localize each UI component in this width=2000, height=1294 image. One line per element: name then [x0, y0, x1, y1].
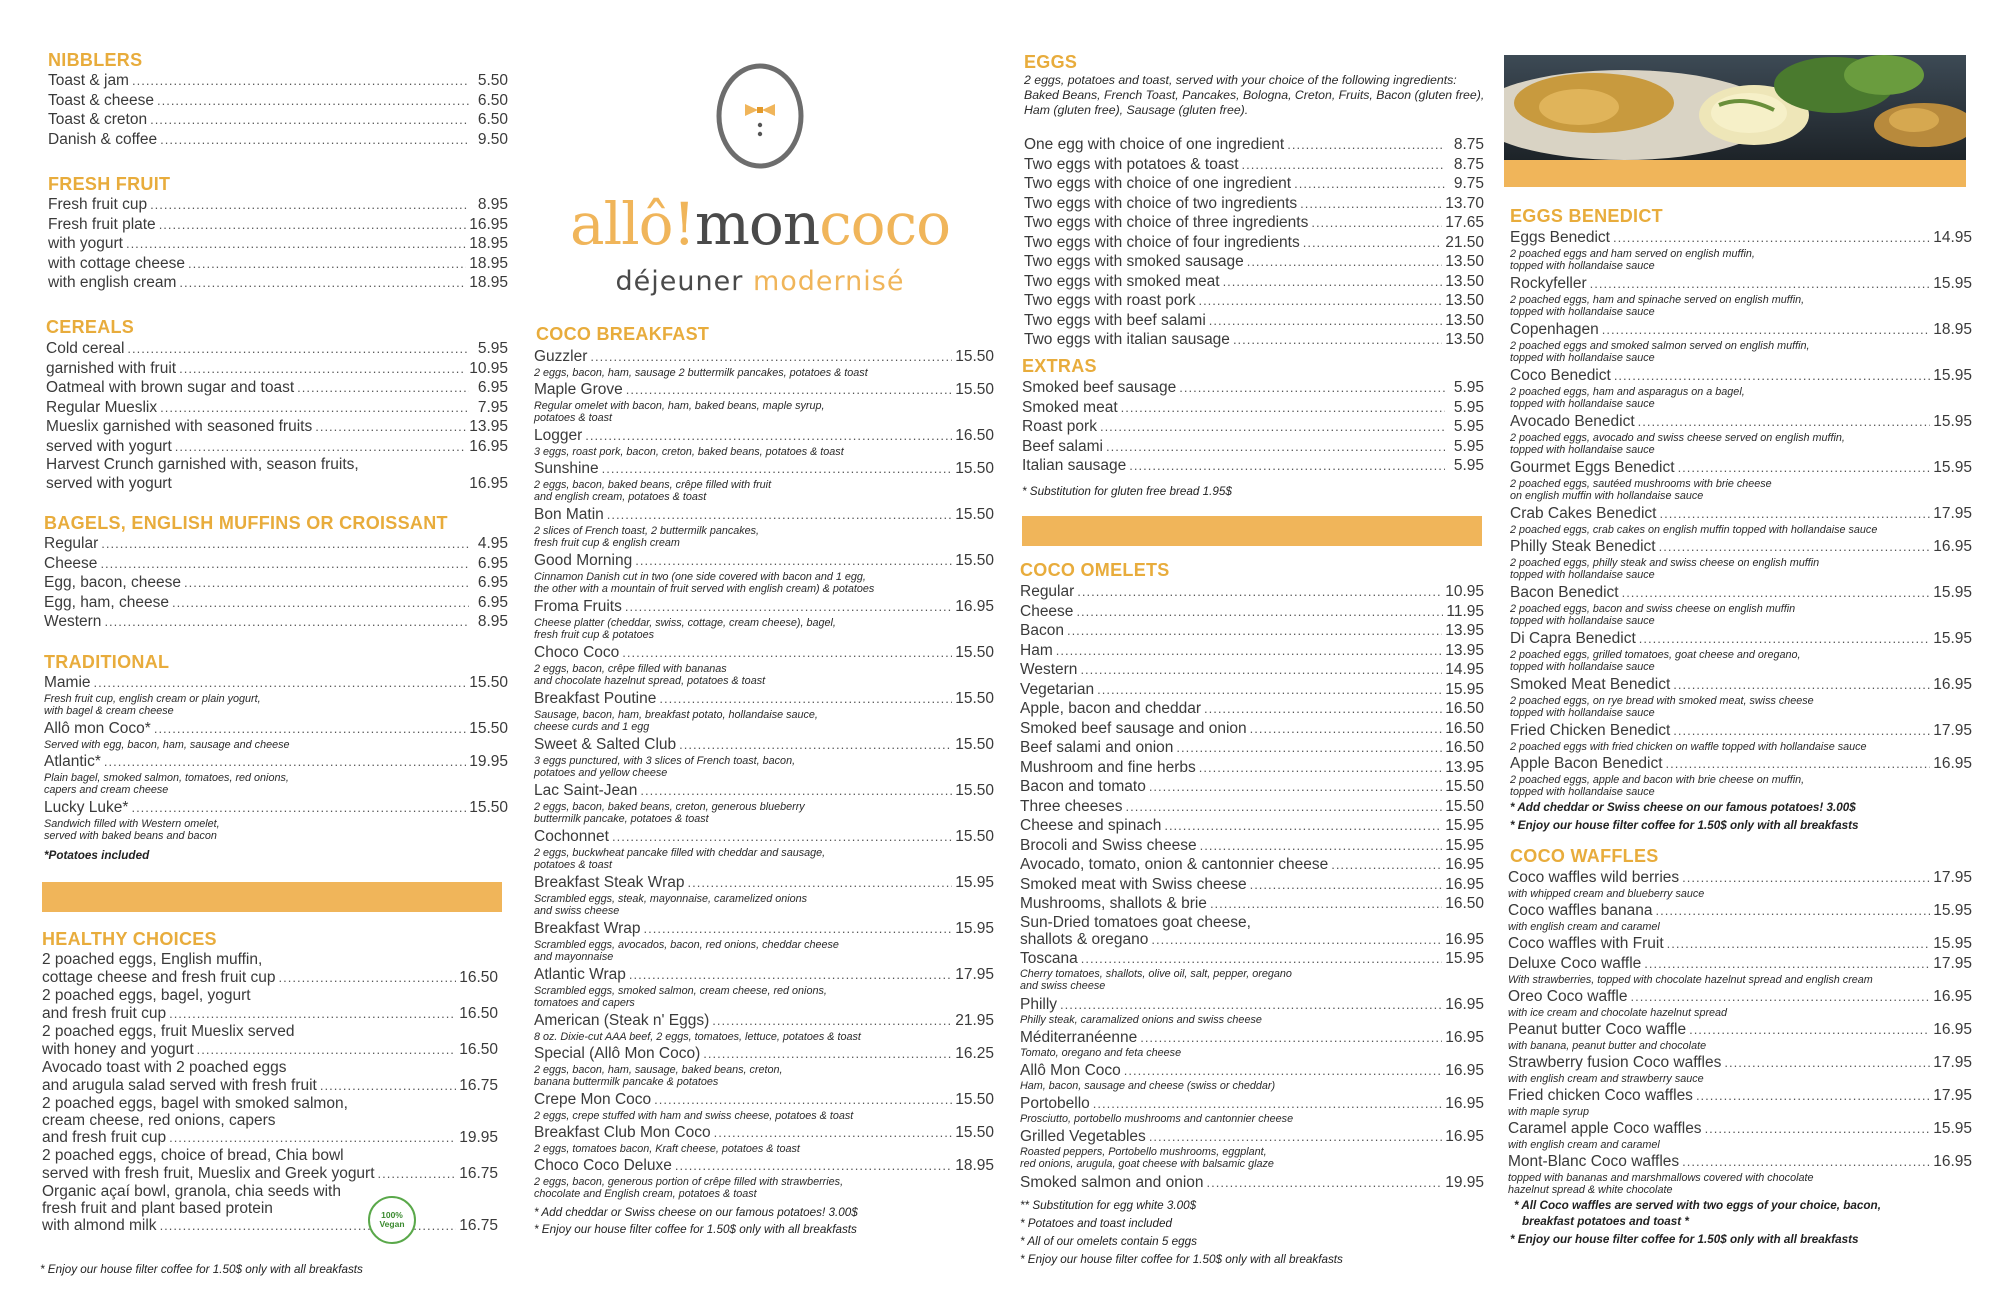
- list-item: Breakfast Steak Wrap ..... 15.95 Scrambled eggs, steak, mayonnaise, caramelized onions and swiss cheese: [534, 873, 994, 919]
- list-item: Egg, ham, cheese ..... 6.95: [44, 593, 508, 613]
- nibblers-list: [48, 71, 508, 149]
- list-item: Guzzler ..... 15.50 2 eggs, bacon, ham, sausage 2 buttermilk pancakes, potatoes & toast: [534, 347, 994, 380]
- list-item: Cheese ..... 11.95: [1020, 602, 1484, 622]
- divider-bar: [1022, 516, 1482, 546]
- list-item: Special (Allô Mon Coco) ..... 16.25 2 eggs, bacon, ham, sausage, baked beans, creton, banana buttermilk pancake & potatoes: [534, 1044, 994, 1090]
- list-item: Fried chicken Coco waffles ..... 17.95 with maple syrup: [1508, 1086, 1972, 1119]
- benedict-list: [1510, 228, 1972, 800]
- list-item: Two eggs with choice of one ingredient ..... 9.75: [1024, 174, 1484, 194]
- column-4: [1500, 0, 2000, 1294]
- list-item: Coco waffles wild berries ..... 17.95 with whipped cream and blueberry sauce: [1508, 868, 1972, 901]
- list-item: Fresh fruit plate ..... 16.95: [48, 215, 508, 235]
- list-item: Egg, bacon, cheese ..... 6.95: [44, 573, 508, 593]
- coffee-note: * Enjoy our house filter coffee for 1.50$ only with all breakfasts: [1510, 819, 1859, 832]
- list-item: with cottage cheese ..... 18.95: [48, 254, 508, 274]
- list-item: Three cheeses ..... 15.50: [1020, 797, 1484, 817]
- list-item: Coco waffles banana ..... 15.95 with english cream and caramel: [1508, 901, 1972, 934]
- list-item: 2 poached eggs, bagel, yogurt and fresh fruit cup ..... 16.50: [42, 987, 498, 1023]
- waffles-list: [1508, 868, 1972, 1198]
- list-item: Rockyfeller ..... 15.95 2 poached eggs, ham and spinache served on english muffin, topped with hollandaise sauce: [1510, 274, 1972, 320]
- list-item: Bacon Benedict ..... 15.95 2 poached eggs, bacon and swiss cheese on english muffin topped with hollandaise sauce: [1510, 583, 1972, 629]
- fresh-fruit-list: [48, 195, 508, 293]
- list-item: Mushrooms, shallots & brie ..... 16.50: [1020, 894, 1484, 914]
- list-item: Mueslix garnished with seasoned fruits ..... 13.95: [46, 417, 508, 437]
- list-item: Organic açaí bowl, granola, chia seeds with fresh fruit and plant based protein with almond milk ..... 16.75: [42, 1183, 498, 1235]
- list-item: Bacon ..... 13.95: [1020, 621, 1484, 641]
- list-item: Froma Fruits ..... 16.95 Cheese platter (cheddar, swiss, cottage, cream cheese), bagel, fresh fruit cup & potatoes: [534, 597, 994, 643]
- list-item: Allô mon Coco* ..... 15.50 Served with egg, bacon, ham, sausage and cheese: [44, 719, 508, 752]
- list-item: Eggs Benedict ..... 14.95 2 poached eggs and ham served on english muffin, topped with hollandaise sauce: [1510, 228, 1972, 274]
- list-item: Toast & creton ..... 6.50: [48, 110, 508, 130]
- coco-breakfast-title: COCO BREAKFAST: [536, 324, 710, 344]
- list-item: garnished with fruit ..... 10.95: [46, 359, 508, 379]
- list-item: Regular ..... 10.95: [1020, 582, 1484, 602]
- five-eggs-note: * All of our omelets contain 5 eggs: [1020, 1235, 1197, 1248]
- list-item: Avocado toast with 2 poached eggs and arugula salad served with fresh fruit ..... 16.75: [42, 1059, 498, 1095]
- list-item: Sunshine ..... 15.50 2 eggs, bacon, baked beans, crêpe filled with fruit and english cream, potatoes & toast: [534, 459, 994, 505]
- potatoes-note: * Potatoes and toast included: [1020, 1217, 1173, 1230]
- list-item: Cheese and spinach ..... 15.95: [1020, 816, 1484, 836]
- list-item: Mamie ..... 15.50 Fresh fruit cup, english cream or plain yogurt, with bagel & cream cheese: [44, 673, 508, 719]
- list-item: Copenhagen ..... 18.95 2 poached eggs and smoked salmon served on english muffin, topped with hollandaise sauce: [1510, 320, 1972, 366]
- list-item: Beef salami and onion ..... 16.50: [1020, 738, 1484, 758]
- list-item: Peanut butter Coco waffle ..... 16.95 with banana, peanut butter and chocolate: [1508, 1020, 1972, 1053]
- list-item: Vegetarian ..... 15.95: [1020, 680, 1484, 700]
- vegan-badge-icon: 100% Vegan: [368, 1196, 416, 1244]
- benedict-title: EGGS BENEDICT: [1510, 206, 1663, 226]
- list-item: Crab Cakes Benedict ..... 17.95 2 poached eggs, crab cakes on english muffin topped with hollandaise sauce: [1510, 504, 1972, 537]
- list-item: Avocado, tomato, onion & cantonnier cheese ..... 16.95: [1020, 855, 1484, 875]
- egg-bowtie-icon: [710, 52, 810, 172]
- egg-white-note: ** Substitution for egg white 3.00$: [1020, 1199, 1197, 1212]
- list-item: Regular ..... 4.95: [44, 534, 508, 554]
- list-item: Lucky Luke* ..... 15.50 Sandwich filled with Western omelet, served with baked beans and bacon: [44, 798, 508, 844]
- list-item: Crepe Mon Coco ..... 15.50 2 eggs, crepe stuffed with ham and swiss cheese, potatoes & toast: [534, 1090, 994, 1123]
- traditional-list: [44, 673, 508, 844]
- list-item: Caramel apple Coco waffles ..... 15.95 with english cream and caramel: [1508, 1119, 1972, 1152]
- eggs-title: EGGS: [1024, 52, 1078, 72]
- extras-list: [1022, 378, 1484, 476]
- list-item: Regular Mueslix ..... 7.95: [46, 398, 508, 418]
- list-item: Breakfast Wrap ..... 15.95 Scrambled eggs, avocados, bacon, red onions, cheddar cheese and mayonnaise: [534, 919, 994, 965]
- list-item: Deluxe Coco waffle ..... 17.95 With strawberries, topped with chocolate hazelnut spread and english cream: [1508, 954, 1972, 987]
- list-item: Toast & jam ..... 5.50: [48, 71, 508, 91]
- list-item: Strawberry fusion Coco waffles ..... 17.95 with english cream and strawberry sauce: [1508, 1053, 1972, 1086]
- list-item: Toast & cheese ..... 6.50: [48, 91, 508, 111]
- list-item: Oreo Coco waffle ..... 16.95 with ice cream and chocolate hazelnut spread: [1508, 987, 1972, 1020]
- column-2: [520, 0, 1000, 1294]
- list-item: Di Capra Benedict ..... 15.95 2 poached eggs, grilled tomatoes, goat cheese and oregano, topped with hollandaise sauce: [1510, 629, 1972, 675]
- cereals-title: CEREALS: [46, 317, 135, 337]
- list-item: Breakfast Poutine ..... 15.50 Sausage, bacon, ham, breakfast potato, hollandaise sauce, cheese curds and 1 egg: [534, 689, 994, 735]
- potatoes-note: *Potatoes included: [44, 849, 150, 862]
- list-item: Lac Saint-Jean ..... 15.50 2 eggs, bacon, baked beans, creton, generous blueberry buttermilk pancake, potatoes & toast: [534, 781, 994, 827]
- list-item: Danish & coffee ..... 9.50: [48, 130, 508, 150]
- list-item: 2 poached eggs, fruit Mueslix served with honey and yogurt ..... 16.50: [42, 1023, 498, 1059]
- list-item: Fried Chicken Benedict ..... 17.95 2 poached eggs with fried chicken on waffle topped with hollandaise sauce: [1510, 721, 1972, 754]
- list-item: Bacon and tomato ..... 15.50: [1020, 777, 1484, 797]
- coffee-note: * Enjoy our house filter coffee for 1.50$ only with all breakfasts: [40, 1263, 363, 1276]
- potatoes-cheese-note: * Add cheddar or Swiss cheese on our famous potatoes! 3.00$: [1510, 801, 1856, 814]
- coffee-note: * Enjoy our house filter coffee for 1.50$ only with all breakfasts: [1020, 1253, 1343, 1266]
- coffee-note: * Enjoy our house filter coffee for 1.50$ only with all breakfasts: [1510, 1233, 1859, 1246]
- list-item: Philly Steak Benedict ..... 16.95 2 poached eggs, philly steak and swiss cheese on english muffin topped with hollandaise sauce: [1510, 537, 1972, 583]
- list-item: Coco waffles with Fruit ..... 15.95: [1508, 934, 1972, 954]
- list-item: Good Morning ..... 15.50 Cinnamon Danish cut in two (one side covered with bacon and 1 egg, the other with a mountain of fruit served with english cream) & potatoes: [534, 551, 994, 597]
- list-item: American (Steak n' Eggs) ..... 21.95 8 oz. Dixie-cut AAA beef, 2 eggs, tomatoes, lettuce, potatoes & toast: [534, 1011, 994, 1044]
- list-item: Roast pork ..... 5.95: [1022, 417, 1484, 437]
- waffles-title: COCO WAFFLES: [1510, 846, 1659, 866]
- list-item: Philly ..... 16.95 Philly steak, caramalized onions and swiss cheese: [1020, 995, 1484, 1028]
- list-item: Two eggs with choice of three ingredients ..... 17.65: [1024, 213, 1484, 233]
- list-item: 2 poached eggs, bagel with smoked salmon, cream cheese, red onions, capers and fresh fruit cup ..... 19.95: [42, 1095, 498, 1147]
- list-item: Italian sausage ..... 5.95: [1022, 456, 1484, 476]
- list-item: Two eggs with choice of four ingredients ..... 21.50: [1024, 233, 1484, 253]
- list-item: Fresh fruit cup ..... 8.95: [48, 195, 508, 215]
- list-item: Coco Benedict ..... 15.95 2 poached eggs, ham and asparagus on a bagel, topped with hollandaise sauce: [1510, 366, 1972, 412]
- list-item: Portobello ..... 16.95 Prosciutto, portobello mushrooms and cantonnier cheese: [1020, 1094, 1484, 1127]
- brand-name: allô!moncoco: [570, 190, 950, 258]
- list-item: Apple, bacon and cheddar ..... 16.50: [1020, 699, 1484, 719]
- list-item: Atlantic* ..... 19.95 Plain bagel, smoked salmon, tomatoes, red onions, capers and cream cheese: [44, 752, 508, 798]
- photo-bar: [1504, 160, 1966, 187]
- eggs-intro: 2 eggs, potatoes and toast, served with your choice of the following ingredients: Baked Beans, French Toast, Pancakes, Bologna, Creton, Fruits, Bacon (gluten free), Ham (gluten free), Sausage (gluten free).: [1024, 73, 1485, 117]
- extras-title: EXTRAS: [1022, 356, 1097, 376]
- list-item: Smoked salmon and onion ..... 19.95: [1020, 1173, 1484, 1193]
- list-item: Beef salami ..... 5.95: [1022, 437, 1484, 457]
- cereals-list: [46, 339, 508, 494]
- list-item: Sun-Dried tomatoes goat cheese, shallots & oregano ..... 16.95: [1020, 914, 1484, 949]
- list-item: with english cream ..... 18.95: [48, 273, 508, 293]
- list-item: Two eggs with beef salami ..... 13.50: [1024, 311, 1484, 331]
- eggs-list: [1024, 135, 1484, 350]
- list-item: Avocado Benedict ..... 15.95 2 poached eggs, avocado and swiss cheese served on english muffin, topped with hollandaise sauce: [1510, 412, 1972, 458]
- list-item: Cheese ..... 6.95: [44, 554, 508, 574]
- list-item: Méditerranéenne ..... 16.95 Tomato, oregano and feta cheese: [1020, 1028, 1484, 1061]
- healthy-title: HEALTHY CHOICES: [42, 929, 217, 949]
- list-item: Smoked meat with Swiss cheese ..... 16.95: [1020, 875, 1484, 895]
- list-item: One egg with choice of one ingredient ..... 8.75: [1024, 135, 1484, 155]
- list-item: Ham ..... 13.95: [1020, 641, 1484, 661]
- list-item: Two eggs with smoked meat ..... 13.50: [1024, 272, 1484, 292]
- brand-logo: [520, 52, 1000, 297]
- list-item: Two eggs with roast pork ..... 13.50: [1024, 291, 1484, 311]
- list-item: Breakfast Club Mon Coco ..... 15.50 2 eggs, tomatoes bacon, Kraft cheese, potatoes & toast: [534, 1123, 994, 1156]
- list-item: Atlantic Wrap ..... 17.95 Scrambled eggs, smoked salmon, cream cheese, red onions, tomatoes and capers: [534, 965, 994, 1011]
- list-item: Two eggs with italian sausage ..... 13.50: [1024, 330, 1484, 350]
- coco-breakfast-list: [534, 347, 994, 1202]
- list-item: Grilled Vegetables ..... 16.95 Roasted peppers, Portobello mushrooms, eggplant, red onions, arugula, goat cheese with balsamic glaze: [1020, 1127, 1484, 1173]
- list-item: Bon Matin ..... 15.50 2 slices of French toast, 2 buttermilk pancakes, fresh fruit cup & english cream: [534, 505, 994, 551]
- fresh-fruit-title: FRESH FRUIT: [48, 174, 171, 194]
- list-item: Logger ..... 16.50 3 eggs, roast pork, bacon, creton, baked beans, potatoes & toast: [534, 426, 994, 459]
- waffles-note-cont: breakfast potatoes and toast *: [1522, 1215, 1689, 1228]
- column-1: [0, 0, 520, 1294]
- list-item: Gourmet Eggs Benedict ..... 15.95 2 poached eggs, sautéed mushrooms with brie cheese on english muffin with hollandaise sauce: [1510, 458, 1972, 504]
- traditional-title: TRADITIONAL: [44, 652, 170, 672]
- list-item: Apple Bacon Benedict ..... 16.95 2 poached eggs, apple and bacon with brie cheese on muffin, topped with hollandaise sauce: [1510, 754, 1972, 800]
- column-3: [1000, 0, 1500, 1294]
- list-item: Maple Grove ..... 15.50 Regular omelet with bacon, ham, baked beans, maple syrup, potatoes & toast: [534, 380, 994, 426]
- divider-bar: [42, 882, 502, 912]
- list-item: Allô Mon Coco ..... 16.95 Ham, bacon, sausage and cheese (swiss or cheddar): [1020, 1061, 1484, 1094]
- nibblers-title: NIBBLERS: [48, 50, 143, 70]
- list-item: Western ..... 14.95: [1020, 660, 1484, 680]
- gluten-free-note: * Substitution for gluten free bread 1.95$: [1022, 485, 1232, 498]
- list-item: Smoked beef sausage and onion ..... 16.50: [1020, 719, 1484, 739]
- list-item: served with yogurt ..... 16.95: [46, 437, 508, 457]
- list-item: Two eggs with potatoes & toast ..... 8.75: [1024, 155, 1484, 175]
- list-item: Western ..... 8.95: [44, 612, 508, 632]
- list-item: Mont-Blanc Coco waffles ..... 16.95 topped with bananas and marshmallows covered with chocolate hazelnut spread & white chocolate: [1508, 1152, 1972, 1198]
- list-item: 2 poached eggs, English muffin, cottage cheese and fresh fruit cup ..... 16.50: [42, 951, 498, 987]
- food-photo: [1504, 55, 1966, 160]
- list-item: Two eggs with smoked sausage ..... 13.50: [1024, 252, 1484, 272]
- list-item: Cochonnet ..... 15.50 2 eggs, buckwheat pancake filled with cheddar and sausage, potatoes & toast: [534, 827, 994, 873]
- potatoes-cheese-note: * Add cheddar or Swiss cheese on our famous potatoes! 3.00$: [534, 1206, 858, 1219]
- list-item: Smoked Meat Benedict ..... 16.95 2 poached eggs, on rye bread with smoked meat, swiss cheese topped with hollandaise sauce: [1510, 675, 1972, 721]
- list-item: 2 poached eggs, choice of bread, Chia bowl served with fresh fruit, Mueslix and Greek yogurt ..... 16.75: [42, 1147, 498, 1183]
- list-item: Cold cereal ..... 5.95: [46, 339, 508, 359]
- bagels-list: [44, 534, 508, 632]
- list-item: Brocoli and Swiss cheese ..... 15.95: [1020, 836, 1484, 856]
- list-item: Mushroom and fine herbs ..... 13.95: [1020, 758, 1484, 778]
- list-item: Two eggs with choice of two ingredients ..... 13.70: [1024, 194, 1484, 214]
- bagels-title: BAGELS, ENGLISH MUFFINS OR CROISSANT: [44, 513, 448, 533]
- list-item: Smoked meat ..... 5.95: [1022, 398, 1484, 418]
- list-item: Oatmeal with brown sugar and toast ..... 6.95: [46, 378, 508, 398]
- list-item: Toscana ..... 15.95 Cherry tomatoes, shallots, olive oil, salt, pepper, oregano and swiss cheese: [1020, 949, 1484, 995]
- list-item: Sweet & Salted Club ..... 15.50 3 eggs punctured, with 3 slices of French toast, bacon, potatoes and yellow cheese: [534, 735, 994, 781]
- omelets-list: [1020, 582, 1484, 1192]
- list-item: Choco Coco ..... 15.50 2 eggs, bacon, crêpe filled with bananas and chocolate hazelnut spread, potatoes & toast: [534, 643, 994, 689]
- list-item: with yogurt ..... 18.95: [48, 234, 508, 254]
- waffles-note: * All Coco waffles are served with two eggs of your choice, bacon,: [1514, 1199, 1881, 1212]
- eggs-benedict-photo-icon: [1504, 55, 1966, 160]
- list-item: Smoked beef sausage ..... 5.95: [1022, 378, 1484, 398]
- healthy-list: [42, 951, 498, 1235]
- coffee-note: * Enjoy our house filter coffee for 1.50$ only with all breakfasts: [534, 1223, 857, 1236]
- brand-tagline: déjeuner modernisé: [615, 266, 905, 297]
- list-item: Choco Coco Deluxe ..... 18.95 2 eggs, bacon, generous portion of crêpe filled with strawberries, chocolate and English cream, potatoes & toast: [534, 1156, 994, 1202]
- list-item: Harvest Crunch garnished with, season fruits, served with yogurt 16.95: [46, 456, 508, 492]
- omelets-title: COCO OMELETS: [1020, 560, 1170, 580]
